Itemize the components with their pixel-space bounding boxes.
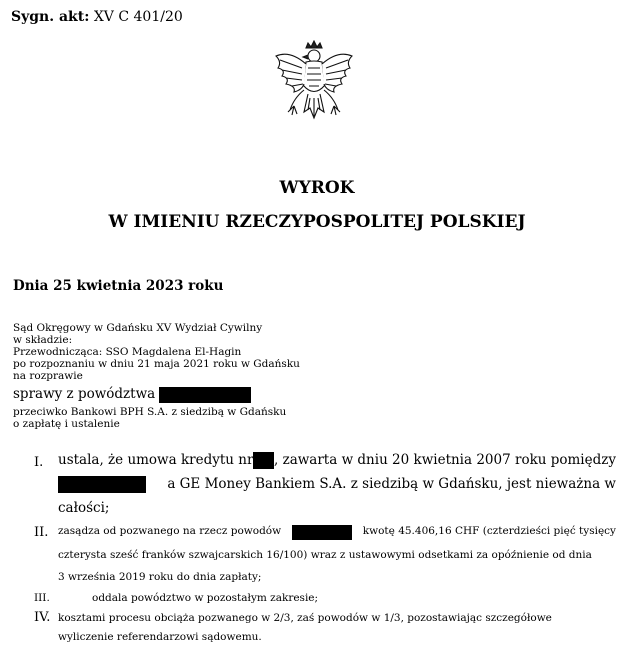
redaction-block [253, 452, 274, 469]
item-iv-text-a: kosztami procesu obciąża pozwanego w 2/3, zaś powodów w 1/3, pozostawiając szczegółowe [58, 612, 552, 624]
plaintiff-label: sprawy z powództwa [13, 386, 156, 402]
item-iii-text: oddala powództwo w pozostałym zakresie; [92, 592, 319, 604]
judgment-subtitle: W IMIENIU RZECZYPOSPOLITEJ POLSKIEJ [108, 212, 526, 232]
case-signature-label: Sygn. akt: [11, 9, 90, 25]
item-i-line-1 [58, 452, 616, 469]
item-ii-text-a: zasądza od pozwanego na rzecz powodów [58, 525, 282, 537]
defendant-line: przeciwko Bankowi BPH S.A. z siedzibą w Gdańsku [13, 406, 287, 418]
hearing-date-line: po rozpoznaniu w dniu 21 maja 2021 roku w Gdańsku [13, 358, 300, 370]
item-i-text-c: a GE Money Bankiem S.A. z siedzibą w Gdańsku, jest nieważna w [167, 476, 616, 492]
redaction-block [159, 387, 251, 403]
item-number-iv: IV. [34, 610, 51, 625]
item-ii-line-1 [58, 525, 616, 540]
case-signature [11, 9, 183, 25]
item-number-iii: III. [34, 592, 50, 604]
judgment-date: Dnia 25 kwietnia 2023 roku [13, 278, 224, 294]
court-name: Sąd Okręgowy w Gdańsku XV Wydział Cywilny [13, 322, 263, 334]
hearing-type: na rozprawie [13, 370, 83, 382]
item-i-text-d: całości; [58, 500, 110, 516]
redaction-block [58, 476, 146, 493]
item-ii-text-b: kwotę 45.406,16 CHF (czterdzieści pięć tysięcy [362, 525, 616, 537]
item-number-i: I. [34, 455, 44, 470]
item-ii-text-d: 3 września 2019 roku do dnia zapłaty; [58, 571, 262, 583]
claim-subject: o zapłatę i ustalenie [13, 418, 120, 430]
judgment-title: WYROK [279, 178, 355, 198]
presiding-judge: Przewodnicząca: SSO Magdalena El-Hagin [13, 346, 242, 358]
item-i-text-b: , zawarta w dniu 20 kwietnia 2007 roku pomiędzy [274, 452, 616, 468]
item-ii-text-c: czterysta sześć franków szwajcarskich 16/100) wraz z ustawowymi odsetkami za opóźnienie od dnia [58, 549, 592, 561]
item-iv-text-b: wyliczenie referendarzowi sądowemu. [58, 631, 262, 643]
redaction-block [292, 525, 352, 540]
composition-label: w składzie: [13, 334, 73, 346]
plaintiff-line [13, 386, 251, 403]
item-i-line-2 [58, 476, 616, 493]
item-number-ii: II. [34, 525, 49, 540]
polish-eagle-emblem [270, 40, 358, 132]
case-signature-value: XV C 401/20 [93, 9, 183, 25]
item-i-text-a: ustala, że umowa kredytu nr [58, 452, 254, 468]
